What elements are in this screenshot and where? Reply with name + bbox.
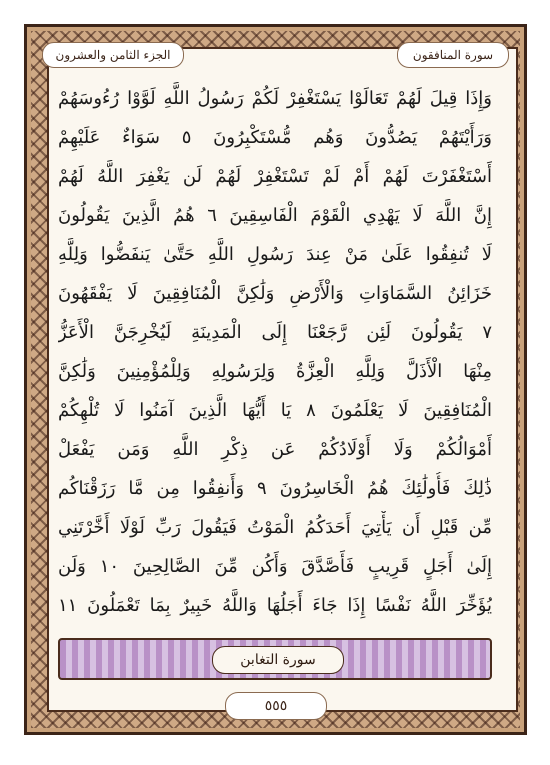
text-line: إِلَىٰ أَجَلٍ قَرِيبٍ فَأَصَّدَّقَ وَأَكُن مِّنَ الصَّالِحِينَ ١٠ وَلَن — [58, 556, 492, 577]
text-line: وَرَأَيْتَهُمْ يَصُدُّونَ وَهُم مُّسْتَكْبِرُونَ ٥ سَوَاءٌ عَلَيْهِمْ — [58, 127, 492, 148]
text-line: وَإِذَا قِيلَ لَهُمْ تَعَالَوْا يَسْتَغْفِرْ لَكُمْ رَسُولُ اللَّهِ لَوَّوْا رُءُوسَهُمْ — [58, 88, 492, 109]
text-line: إِنَّ اللَّهَ لَا يَهْدِي الْقَوْمَ الْفَاسِقِينَ ٦ هُمُ الَّذِينَ يَقُولُونَ — [58, 205, 492, 226]
juz-label: الجزء الثامن والعشرون — [42, 42, 184, 68]
text-line: يُؤَخِّرَ اللَّهُ نَفْسًا إِذَا جَاءَ أَجَلُهَا وَاللَّهُ خَبِيرٌ بِمَا تَعْمَلُونَ ١١ — [58, 595, 492, 616]
text-line: لَا تُنفِقُوا عَلَىٰ مَنْ عِندَ رَسُولِ اللَّهِ حَتَّىٰ يَنفَضُّوا وَلِلَّهِ — [58, 244, 492, 265]
page-number: ٥٥٥ — [225, 692, 327, 720]
text-line: ذَٰلِكَ فَأُولَٰئِكَ هُمُ الْخَاسِرُونَ ٩ وَأَنفِقُوا مِن مَّا رَزَقْنَاكُم — [58, 478, 492, 499]
quran-text-block — [58, 82, 492, 637]
surah-title-banner — [58, 638, 492, 680]
page-header — [24, 42, 527, 68]
text-line: أَسْتَغْفَرْتَ لَهُمْ أَمْ لَمْ تَسْتَغْفِرْ لَهُمْ لَن يَغْفِرَ اللَّهُ لَهُمْ — [58, 166, 492, 187]
surah-name-label: سورة المنافقون — [397, 42, 509, 68]
text-line: مِّن قَبْلِ أَن يَأْتِيَ أَحَدَكُمُ الْمَوْتُ فَيَقُولَ رَبِّ لَوْلَا أَخَّرْتَنِي — [58, 517, 492, 538]
text-line: خَزَائِنُ السَّمَاوَاتِ وَالْأَرْضِ وَلَٰكِنَّ الْمُنَافِقِينَ لَا يَفْقَهُونَ — [58, 283, 492, 304]
text-line: أَمْوَالُكُمْ وَلَا أَوْلَادُكُمْ عَن ذِكْرِ اللَّهِ وَمَن يَفْعَلْ — [58, 439, 492, 460]
text-line: الْمُنَافِقِينَ لَا يَعْلَمُونَ ٨ يَا أَيُّهَا الَّذِينَ آمَنُوا لَا تُلْهِكُمْ — [58, 400, 492, 421]
text-line: مِنْهَا الْأَذَلَّ وَلِلَّهِ الْعِزَّةُ وَلِرَسُولِهِ وَلِلْمُؤْمِنِينَ وَلَٰكِنَّ — [58, 361, 492, 382]
text-line: ٧ يَقُولُونَ لَئِن رَّجَعْنَا إِلَى الْمَدِينَةِ لَيُخْرِجَنَّ الْأَعَزُّ — [58, 322, 492, 343]
surah-title: سورة التغابن — [212, 646, 344, 674]
